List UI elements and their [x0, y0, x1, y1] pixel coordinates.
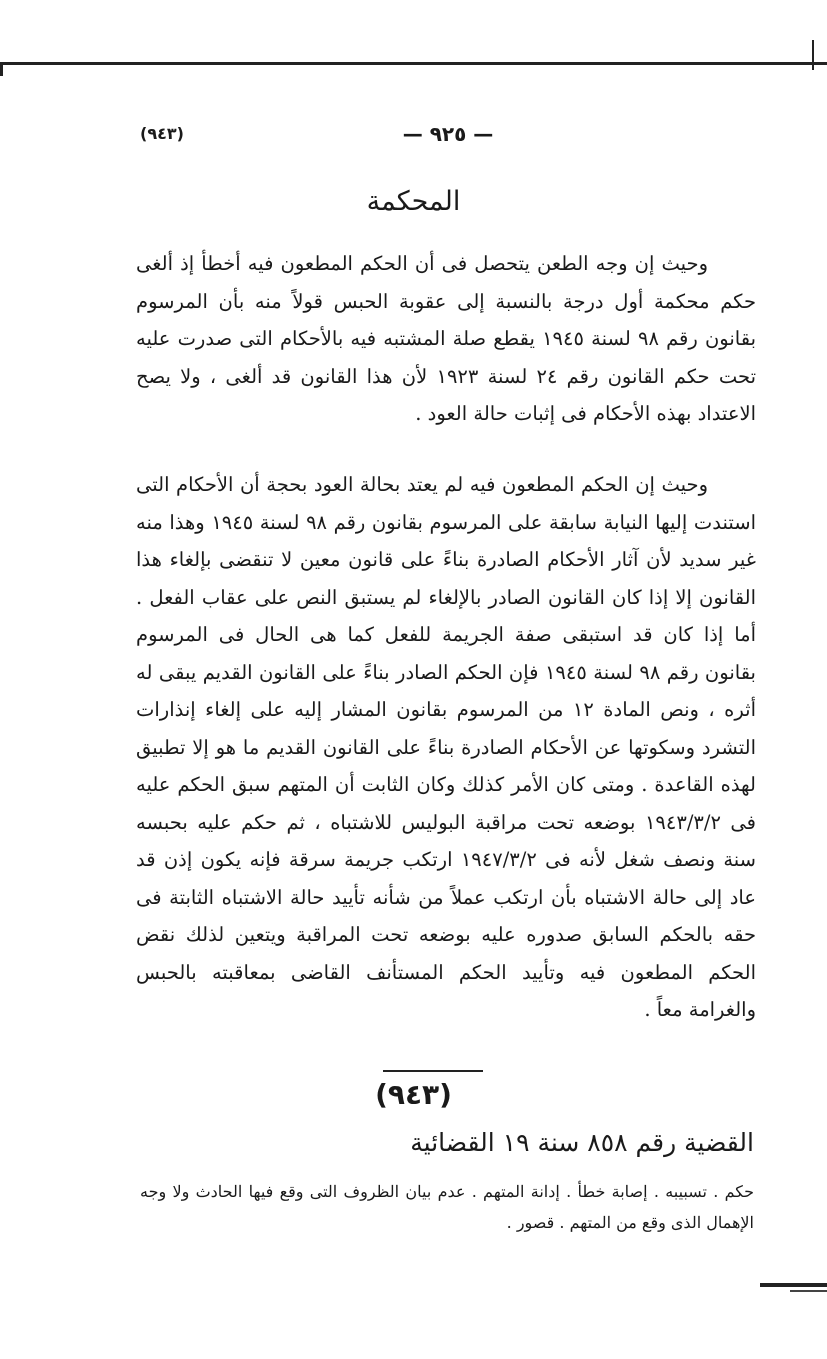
- page-number: — ٩٢٥ —: [402, 122, 494, 146]
- divider: [383, 1070, 483, 1072]
- page-edge-line: [790, 1290, 827, 1292]
- page-edge-line: [0, 62, 816, 65]
- paragraph: وحيث إن وجه الطعن يتحصل فى أن الحكم المطعون فيه أخطأ إذ ألغى حكم محكمة أول درجة بالنسبة إلى عقوبة الحبس قولاً منه بأن المرسوم بقانون رقم ٩٨ لسنة ١٩٤٥ يقطع صلة المشتبه فيه بالأحكام التى صدرت عليه تحت حكم القانون رقم ٢٤ لسنة ١٩٢٣ لأن هذا القانون قد ألغى ، ولا يصح الاعتداد بهذه الأحكام فى إثبات حالة العود .: [136, 252, 756, 425]
- page-edge-tick: [0, 62, 3, 76]
- paragraph: وحيث إن الحكم المطعون فيه لم يعتد بحالة العود بحجة أن الأحكام التى استندت إليها النيابة سابقة على المرسوم بقانون رقم ٩٨ لسنة ١٩٤٥ وهذا منه غير سديد لأن آثار الأحكام الصادرة بناءً على قانون معين لا تنقضى بإلغاء هذا القانون إلا إذا كان القانون الصادر بالإلغاء لم يستبق النص على عقاب الفعل . أما إذا كان قد استبقى صفة الجريمة للفعل كما هى الحال فى المرسوم بقانون رقم ٩٨ لسنة ١٩٤٥ فإن الحكم الصادر بناءً على القانون القديم يبقى له أثره ، ونص المادة ١٢ من المرسوم بقانون المشار إليه على إلغاء إنذارات التشرد وسكوتها عن الأحكام الصادرة بناءً على القانون القديم ما هو إلا تطبيق لهذه القاعدة . ومتى كان الأمر كذلك وكان الثابت أن المتهم سبق الحكم عليه فى ١٩٤٣/٣/٢ بوضعه تحت مراقبة البوليس للاشتباه ، ثم حكم عليه بحبسه سنة ونصف شغل لأنه فى ١٩٤٧/٣/٢ ارتكب جريمة سرقة فإنه يكون إذن قد عاد إلى حالة الاشتباه بأن ارتكب عملاً من شأنه تأييد حالة الاشتباه الثابتة فى حقه بالحكم السابق صدوره عليه بوضعه تحت المراقبة ويتعين لذلك نقض الحكم المطعون فيه وتأييد الحكم المستأنف القاضى بمعاقبته بالحبس والغرامة معاً .: [136, 473, 757, 1021]
- case-number: (٩٤٣): [375, 1078, 452, 1111]
- case-title: القضية رقم ٨٥٨ سنة ١٩ القضائية: [410, 1128, 754, 1157]
- page-edge-line: [813, 62, 827, 65]
- section-title: المحكمة: [366, 186, 461, 217]
- page-header: [140, 122, 760, 152]
- page-edge-line: [812, 40, 814, 70]
- header-case-number: (٩٤٣): [140, 124, 184, 143]
- case-summary: حكم . تسبيبه . إصابة خطأ . إدانة المتهم . عدم بيان الظروف التى وقع فيها الحادث ولا وجه الإهمال الذى وقع من المتهم . قصور .: [140, 1182, 754, 1232]
- page-edge-line: [760, 1283, 827, 1287]
